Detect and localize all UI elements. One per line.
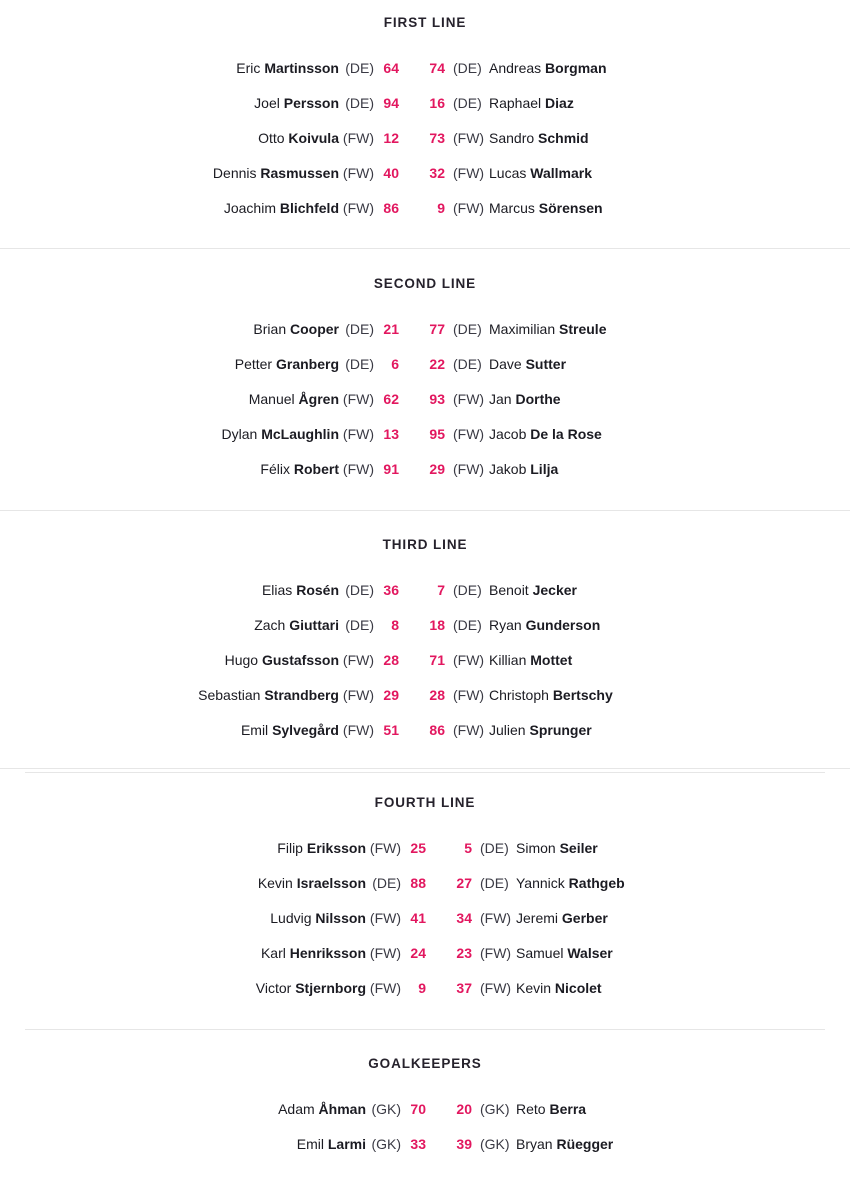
- home-player-position: (DE): [345, 582, 374, 598]
- away-player-number: 32: [429, 165, 445, 181]
- home-player-number: 41: [410, 910, 426, 926]
- away-player-last-name: Wallmark: [530, 165, 592, 181]
- home-player-first-name: Petter: [234, 356, 273, 372]
- section-title-second-line: SECOND LINE: [373, 276, 477, 291]
- home-player-number: 6: [391, 356, 399, 372]
- home-player-last-name: Granberg: [275, 356, 339, 372]
- away-player-number: 16: [429, 95, 445, 111]
- home-player-first-name: Zach: [254, 617, 286, 633]
- home-player-position: (FW): [342, 461, 374, 477]
- player-row: [0, 319, 850, 339]
- home-player-name: [262, 580, 339, 600]
- section-divider: [25, 772, 825, 773]
- away-player-first-name: Sandro: [489, 130, 535, 146]
- away-player-last-name: Dorthe: [515, 391, 561, 407]
- away-player-last-name: Sutter: [525, 356, 567, 372]
- home-player-last-name: Giuttari: [289, 617, 339, 633]
- home-player-number: 64: [383, 60, 399, 76]
- away-player-name: [516, 838, 598, 858]
- home-player-first-name: Victor: [255, 980, 292, 996]
- away-player-first-name: Andreas: [489, 60, 542, 76]
- away-player-last-name: Borgman: [545, 60, 607, 76]
- home-player-position: (FW): [369, 840, 401, 856]
- away-player-number: 74: [429, 60, 445, 76]
- section-divider: [0, 768, 850, 769]
- away-player-number: 95: [429, 426, 445, 442]
- away-player-number: 39: [456, 1136, 472, 1152]
- home-player-number: 8: [391, 617, 399, 633]
- home-player-name: [260, 459, 339, 479]
- away-player-last-name: Rüegger: [556, 1136, 614, 1152]
- home-player-last-name: Blichfeld: [279, 200, 339, 216]
- away-player-last-name: Seiler: [559, 840, 598, 856]
- home-player-last-name: Martinsson: [264, 60, 339, 76]
- home-player-first-name: Elias: [261, 582, 293, 598]
- away-player-last-name: Rathgeb: [568, 875, 625, 891]
- home-player-first-name: Félix: [260, 461, 290, 477]
- home-player-first-name: Sebastian: [198, 687, 261, 703]
- home-player-last-name: Rasmussen: [260, 165, 339, 181]
- away-player-last-name: Diaz: [545, 95, 574, 111]
- home-player-name: [253, 319, 339, 339]
- home-player-first-name: Eric: [236, 60, 261, 76]
- home-player-number: 29: [383, 687, 399, 703]
- home-player-last-name: Persson: [283, 95, 339, 111]
- away-player-position: (FW): [453, 687, 485, 703]
- section-divider: [0, 510, 850, 511]
- away-player-first-name: Simon: [516, 840, 556, 856]
- away-player-number: 23: [456, 945, 472, 961]
- away-player-name: [516, 1099, 586, 1119]
- away-player-number: 73: [429, 130, 445, 146]
- home-player-position: (FW): [342, 722, 374, 738]
- away-player-number: 18: [429, 617, 445, 633]
- away-player-number: 27: [456, 875, 472, 891]
- away-player-name: [489, 93, 574, 113]
- away-player-name: [516, 943, 613, 963]
- away-player-last-name: Schmid: [538, 130, 589, 146]
- home-player-number: 33: [410, 1136, 426, 1152]
- home-player-last-name: Åhman: [318, 1101, 366, 1117]
- home-player-position: (GK): [371, 1136, 401, 1152]
- home-player-position: (FW): [342, 165, 374, 181]
- home-player-name: [277, 838, 366, 858]
- home-player-number: 70: [410, 1101, 426, 1117]
- section-title-first-line: FIRST LINE: [383, 15, 467, 30]
- away-player-number: 7: [437, 582, 445, 598]
- home-player-last-name: Stjernborg: [295, 980, 366, 996]
- away-player-position: (DE): [453, 356, 482, 372]
- home-player-last-name: Robert: [293, 461, 339, 477]
- home-player-last-name: Henriksson: [289, 945, 366, 961]
- home-player-last-name: Ågren: [298, 391, 339, 407]
- away-player-name: [489, 615, 600, 635]
- player-row: [0, 1134, 850, 1154]
- away-player-first-name: Marcus: [489, 200, 535, 216]
- away-player-position: (GK): [480, 1101, 510, 1117]
- away-player-position: (DE): [453, 321, 482, 337]
- away-player-name: [489, 720, 592, 740]
- home-player-first-name: Dylan: [221, 426, 258, 442]
- home-player-first-name: Emil: [296, 1136, 324, 1152]
- home-player-first-name: Kevin: [257, 875, 293, 891]
- home-player-first-name: Otto: [258, 130, 285, 146]
- home-player-position: (DE): [345, 60, 374, 76]
- away-player-position: (FW): [453, 426, 485, 442]
- player-row: [0, 580, 850, 600]
- home-player-number: 91: [383, 461, 399, 477]
- home-player-name: [261, 943, 366, 963]
- home-player-last-name: McLaughlin: [261, 426, 339, 442]
- away-player-name: [489, 354, 566, 374]
- player-row: [0, 424, 850, 444]
- away-player-position: (DE): [453, 582, 482, 598]
- away-player-first-name: Kevin: [516, 980, 552, 996]
- home-player-name: [254, 93, 339, 113]
- player-row: [0, 943, 850, 963]
- player-row: [0, 198, 850, 218]
- home-player-name: [213, 163, 339, 183]
- away-player-first-name: Maximilian: [489, 321, 556, 337]
- section-title-fourth-line: FOURTH LINE: [374, 795, 476, 810]
- player-row: [0, 615, 850, 635]
- home-player-position: (DE): [345, 321, 374, 337]
- home-player-name: [198, 685, 339, 705]
- player-row: [0, 838, 850, 858]
- home-player-number: 9: [418, 980, 426, 996]
- home-player-name: [224, 198, 339, 218]
- home-player-last-name: Eriksson: [306, 840, 366, 856]
- away-player-position: (FW): [453, 200, 485, 216]
- home-player-number: 21: [383, 321, 399, 337]
- home-player-position: (FW): [369, 945, 401, 961]
- away-player-first-name: Reto: [516, 1101, 546, 1117]
- away-player-first-name: Jakob: [489, 461, 527, 477]
- section-title-third-line: THIRD LINE: [382, 537, 468, 552]
- home-player-number: 51: [383, 722, 399, 738]
- home-player-name: [256, 978, 366, 998]
- away-player-last-name: Berra: [549, 1101, 587, 1117]
- away-player-first-name: Julien: [489, 722, 526, 738]
- player-row: [0, 58, 850, 78]
- section-divider: [25, 1029, 825, 1030]
- away-player-number: 93: [429, 391, 445, 407]
- home-player-number: 25: [410, 840, 426, 856]
- home-player-last-name: Gustafsson: [261, 652, 339, 668]
- away-player-last-name: Lilja: [530, 461, 559, 477]
- away-player-first-name: Raphael: [489, 95, 542, 111]
- home-player-number: 28: [383, 652, 399, 668]
- away-player-position: (FW): [453, 652, 485, 668]
- away-player-last-name: Jecker: [532, 582, 577, 598]
- away-player-number: 9: [437, 200, 445, 216]
- away-player-name: [489, 163, 592, 183]
- away-player-number: 28: [429, 687, 445, 703]
- player-row: [0, 459, 850, 479]
- home-player-first-name: Manuel: [248, 391, 295, 407]
- home-player-name: [236, 58, 339, 78]
- away-player-last-name: Bertschy: [552, 687, 613, 703]
- home-player-position: (FW): [342, 200, 374, 216]
- away-player-number: 86: [429, 722, 445, 738]
- away-player-first-name: Benoit: [489, 582, 529, 598]
- home-player-last-name: Koivula: [288, 130, 339, 146]
- home-player-last-name: Cooper: [290, 321, 339, 337]
- away-player-first-name: Yannick: [516, 875, 565, 891]
- home-player-name: [254, 615, 339, 635]
- away-player-name: [489, 685, 613, 705]
- section-title-goalkeepers: GOALKEEPERS: [368, 1056, 482, 1071]
- home-player-position: (DE): [345, 617, 374, 633]
- away-player-name: [489, 128, 589, 148]
- home-player-last-name: Strandberg: [264, 687, 339, 703]
- home-player-position: (DE): [345, 356, 374, 372]
- away-player-number: 34: [456, 910, 472, 926]
- home-player-first-name: Adam: [278, 1101, 315, 1117]
- away-player-last-name: Nicolet: [554, 980, 602, 996]
- player-row: [0, 908, 850, 928]
- player-row: [0, 1099, 850, 1119]
- home-player-name: [258, 873, 366, 893]
- away-player-number: 71: [429, 652, 445, 668]
- away-player-first-name: Dave: [489, 356, 522, 372]
- away-player-first-name: Jacob: [489, 426, 527, 442]
- away-player-position: (FW): [453, 130, 485, 146]
- home-player-first-name: Dennis: [212, 165, 257, 181]
- away-player-name: [489, 319, 606, 339]
- home-player-name: [278, 1099, 366, 1119]
- home-player-first-name: Filip: [277, 840, 303, 856]
- home-player-position: (FW): [342, 130, 374, 146]
- home-player-number: 13: [383, 426, 399, 442]
- home-player-first-name: Joel: [254, 95, 280, 111]
- away-player-first-name: Ryan: [489, 617, 522, 633]
- player-row: [0, 720, 850, 740]
- away-player-name: [489, 580, 577, 600]
- player-row: [0, 93, 850, 113]
- away-player-position: (DE): [480, 875, 509, 891]
- away-player-position: (FW): [453, 461, 485, 477]
- home-player-number: 36: [383, 582, 399, 598]
- home-player-name: [270, 908, 366, 928]
- home-player-number: 86: [383, 200, 399, 216]
- home-player-position: (DE): [345, 95, 374, 111]
- away-player-number: 77: [429, 321, 445, 337]
- home-player-position: (FW): [369, 980, 401, 996]
- away-player-position: (FW): [480, 980, 512, 996]
- away-player-first-name: Bryan: [516, 1136, 553, 1152]
- home-player-name: [297, 1134, 366, 1154]
- home-player-name: [222, 424, 339, 444]
- away-player-number: 5: [464, 840, 472, 856]
- home-player-position: (FW): [342, 426, 374, 442]
- away-player-last-name: Streule: [559, 321, 607, 337]
- home-player-name: [235, 354, 339, 374]
- away-player-name: [489, 459, 558, 479]
- away-player-last-name: Mottet: [530, 652, 573, 668]
- away-player-position: (FW): [453, 165, 485, 181]
- away-player-first-name: Killian: [489, 652, 527, 668]
- home-player-first-name: Ludvig: [270, 910, 312, 926]
- home-player-name: [225, 650, 339, 670]
- home-player-name: [258, 128, 339, 148]
- away-player-first-name: Lucas: [489, 165, 527, 181]
- player-row: [0, 128, 850, 148]
- away-player-first-name: Jeremi: [516, 910, 559, 926]
- section-divider: [0, 248, 850, 249]
- away-player-last-name: Walser: [567, 945, 613, 961]
- away-player-first-name: Jan: [489, 391, 512, 407]
- home-player-position: (DE): [372, 875, 401, 891]
- player-row: [0, 354, 850, 374]
- away-player-number: 20: [456, 1101, 472, 1117]
- home-player-position: (FW): [342, 652, 374, 668]
- player-row: [0, 650, 850, 670]
- home-player-last-name: Nilsson: [315, 910, 366, 926]
- away-player-position: (FW): [453, 391, 485, 407]
- home-player-first-name: Karl: [260, 945, 286, 961]
- away-player-name: [489, 58, 607, 78]
- away-player-position: (FW): [480, 945, 512, 961]
- home-player-first-name: Joachim: [223, 200, 276, 216]
- away-player-last-name: Gerber: [561, 910, 608, 926]
- home-player-first-name: Hugo: [224, 652, 259, 668]
- home-player-last-name: Israelsson: [296, 875, 366, 891]
- home-player-number: 62: [383, 391, 399, 407]
- away-player-position: (FW): [453, 722, 485, 738]
- player-row: [0, 163, 850, 183]
- away-player-first-name: Samuel: [516, 945, 564, 961]
- away-player-first-name: Christoph: [489, 687, 549, 703]
- away-player-position: (DE): [480, 840, 509, 856]
- home-player-position: (GK): [371, 1101, 401, 1117]
- home-player-number: 94: [383, 95, 399, 111]
- away-player-position: (DE): [453, 60, 482, 76]
- player-row: [0, 873, 850, 893]
- away-player-position: (DE): [453, 95, 482, 111]
- home-player-last-name: Rosén: [296, 582, 339, 598]
- away-player-name: [516, 908, 608, 928]
- player-row: [0, 685, 850, 705]
- home-player-number: 12: [383, 130, 399, 146]
- home-player-last-name: Larmi: [327, 1136, 366, 1152]
- away-player-number: 29: [429, 461, 445, 477]
- away-player-name: [516, 978, 602, 998]
- home-player-position: (FW): [342, 391, 374, 407]
- away-player-name: [516, 1134, 613, 1154]
- away-player-number: 37: [456, 980, 472, 996]
- away-player-name: [489, 424, 602, 444]
- home-player-name: [241, 720, 339, 740]
- home-player-position: (FW): [369, 910, 401, 926]
- home-player-number: 24: [410, 945, 426, 961]
- away-player-last-name: Sörensen: [538, 200, 603, 216]
- away-player-last-name: Gunderson: [525, 617, 601, 633]
- away-player-position: (DE): [453, 617, 482, 633]
- player-row: [0, 978, 850, 998]
- home-player-first-name: Emil: [240, 722, 269, 738]
- home-player-last-name: Sylvegård: [272, 722, 339, 738]
- home-player-number: 40: [383, 165, 399, 181]
- home-player-name: [249, 389, 339, 409]
- away-player-position: (FW): [480, 910, 512, 926]
- away-player-name: [489, 198, 603, 218]
- away-player-name: [489, 389, 561, 409]
- player-row: [0, 389, 850, 409]
- away-player-number: 22: [429, 356, 445, 372]
- home-player-position: (FW): [342, 687, 374, 703]
- away-player-position: (GK): [480, 1136, 510, 1152]
- home-player-first-name: Brian: [253, 321, 287, 337]
- away-player-name: [516, 873, 625, 893]
- away-player-last-name: De la Rose: [530, 426, 602, 442]
- home-player-number: 88: [410, 875, 426, 891]
- away-player-name: [489, 650, 572, 670]
- away-player-last-name: Sprunger: [529, 722, 592, 738]
